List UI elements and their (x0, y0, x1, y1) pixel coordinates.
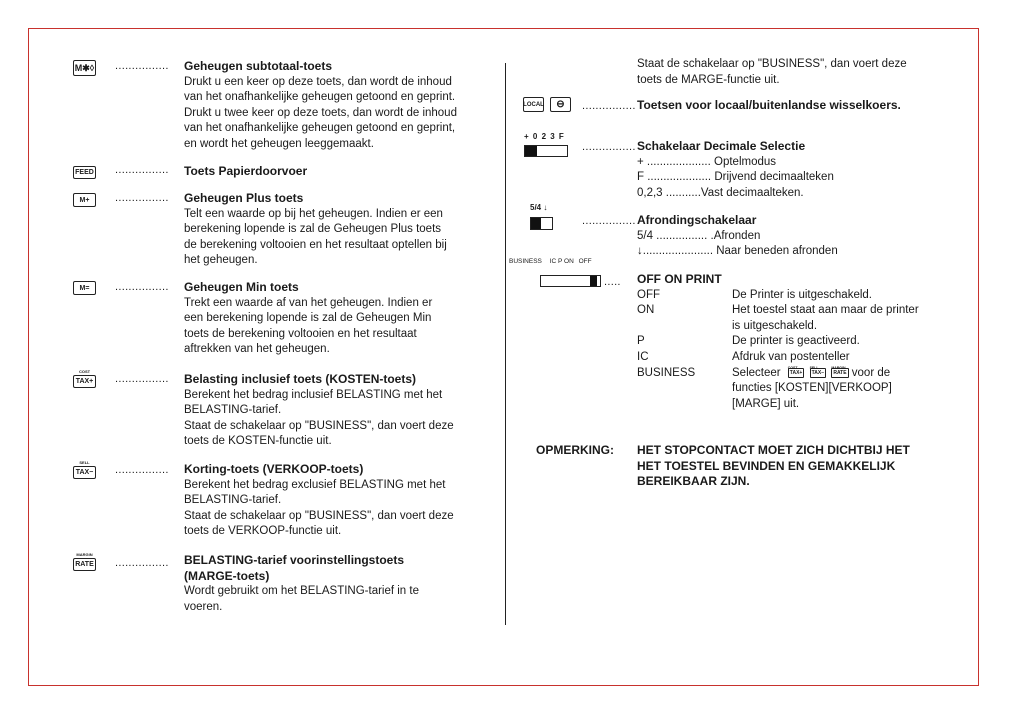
entry-line: Berekent het bedrag exclusief BELASTING met het (184, 478, 446, 491)
key-label: TAX− (75, 469, 94, 476)
term (637, 319, 732, 335)
memory-plus-entry (184, 191, 484, 269)
entry-line: en wordt het geheugen leeggemaakt. (184, 137, 374, 150)
switch-label-off: OFF (578, 258, 592, 265)
key-label: TAX+ (789, 369, 803, 376)
entry-line: de berekening voltooien en het resultaat optellen bij (184, 238, 447, 251)
local-key-icon (523, 97, 544, 112)
entry-line: 5/4 ................ .Afronden (637, 229, 761, 242)
rounding-entry (637, 213, 957, 260)
switch-label-business: BUSINESS (509, 258, 542, 265)
definition-row (637, 288, 957, 304)
entry-line: BELASTING-tarief. (184, 494, 282, 507)
tax-plus-entry (184, 372, 484, 450)
rounding-switch-labels: 5/4 ↓ (530, 203, 548, 212)
definition-row (637, 381, 957, 397)
entry-title: Toets Papierdoorvoer (184, 164, 308, 178)
entry-line: Staat de schakelaar op "BUSINESS", dan voert deze (184, 509, 454, 522)
note-label: OPMERKING: (536, 443, 614, 457)
definition-row (637, 366, 957, 382)
entry-line: toets de MARGE-functie uit. (637, 73, 780, 86)
key-label: SELL (809, 365, 819, 370)
key-label: RATE (833, 369, 847, 376)
inline-key-icon (788, 366, 805, 382)
definition-row (637, 397, 957, 413)
entry-title: Geheugen Plus toets (184, 191, 304, 205)
entry-line: Berekent het bedrag inclusief BELASTING met het (184, 388, 443, 401)
entry-line: + .................... Optelmodus (637, 155, 777, 168)
description: Afdruk van postenteller (732, 350, 850, 363)
entry-title: (MARGE-toets) (184, 568, 270, 583)
entry-line: Staat de schakelaar op "BUSINESS", dan voert deze (184, 419, 454, 432)
entry-line: Drukt u een keer op deze toets, dan wordt de inhoud (184, 75, 452, 88)
entry-line: Wordt gebruikt om het BELASTING-tarief in te (184, 585, 419, 598)
print-switch-icon (540, 275, 601, 287)
term: OFF (637, 288, 660, 301)
margin-key-label: MARGIN (76, 552, 93, 557)
leader-dots: ................ (115, 60, 169, 72)
entry-line: toets de KOSTEN-functie uit. (184, 435, 332, 448)
print-switch-labels (509, 258, 592, 265)
term: BUSINESS (637, 366, 696, 379)
term: P (637, 335, 645, 348)
key-label: M= (79, 284, 90, 292)
decimal-entry (637, 139, 957, 201)
switch-label-p: P (558, 258, 563, 265)
business-suffix: voor de (851, 366, 891, 379)
key-label: LOCAL (523, 101, 544, 108)
decimal-switch-icon (524, 145, 568, 157)
definition-row (637, 319, 957, 335)
entry-title: OFF ON PRINT (637, 272, 722, 286)
description: De printer is geactiveerd. (732, 335, 860, 348)
inline-key-icon (810, 366, 827, 382)
term: IC (637, 350, 649, 363)
leader-dots: ................ (582, 100, 636, 112)
tax-minus-entry (184, 462, 484, 540)
entry-line: toets de VERKOOP-functie uit. (184, 525, 342, 538)
entry-line: Telt een waarde op bij het geheugen. Indien er een (184, 207, 443, 220)
rate-continuation (637, 57, 957, 88)
entry-title: Schakelaar Decimale Selectie (637, 139, 806, 153)
key-label: TAX− (811, 369, 825, 376)
entry-line: van het onafhankelijke geheugen getoond en geprint. (184, 91, 456, 104)
description: [MARGE] uit. (732, 397, 800, 410)
description: is uitgeschakeld. (732, 319, 818, 332)
leader-dots: ................ (115, 281, 169, 293)
switch-knob (531, 218, 541, 229)
entry-line: Staat de schakelaar op "BUSINESS", dan voert deze (637, 58, 907, 70)
column-divider (505, 63, 506, 625)
print-switch-entry (637, 272, 957, 412)
exchange-entry (637, 98, 957, 114)
sell-key-label: SELL (79, 460, 90, 465)
exchange-key-icon (550, 97, 571, 112)
rounding-switch-icon (530, 217, 553, 230)
entry-line: Drukt u twee keer op deze toets, dan wordt de inhoud (184, 106, 457, 119)
switch-knob (590, 276, 597, 286)
key-label: M+ (79, 196, 90, 204)
switch-label-ic: IC (549, 258, 557, 265)
tax-plus-key-icon (73, 375, 96, 388)
decimal-switch-labels: + 0 2 3 F (524, 132, 565, 141)
key-label: COST (787, 365, 798, 370)
entry-line: voeren. (184, 600, 223, 613)
entry-title: Korting-toets (VERKOOP-toets) (184, 462, 364, 476)
cost-key-label: COST (78, 369, 91, 374)
term: ON (637, 304, 655, 317)
business-prefix: Selecteer (732, 366, 781, 379)
memory-subtotal-key-icon (73, 60, 96, 76)
key-label: MARGIN (831, 365, 846, 370)
memory-subtotal-entry (184, 59, 484, 153)
memory-min-entry (184, 280, 484, 358)
description: De Printer is uitgeschakeld. (732, 288, 872, 301)
tax-minus-key-icon (73, 466, 96, 479)
entry-line: van het onafhankelijke geheugen getoond en geprint, (184, 122, 456, 135)
entry-line: ↓...................... Naar beneden afronden (637, 245, 838, 258)
leader-dots: ................ (115, 373, 169, 385)
feed-key-icon (73, 166, 96, 179)
definition-row (637, 303, 957, 319)
note-line: BEREIKBAAR ZIJN. (637, 474, 750, 489)
leader-dots: ................ (582, 141, 636, 153)
entry-title: Afrondingschakelaar (637, 213, 757, 227)
entry-line: een berekening lopende is zal de Geheugen Min (184, 312, 432, 325)
entry-title: Toetsen voor locaal/buitenlandse wisselkoers. (637, 98, 901, 112)
leader-dots: ................ (115, 192, 169, 204)
description: functies [KOSTEN][VERKOOP] (732, 382, 892, 395)
entry-title: BELASTING-tarief voorinstellingstoets (184, 553, 405, 567)
rate-entry (184, 553, 484, 615)
leader-dots: ................ (115, 164, 169, 176)
inline-key-icon (831, 366, 848, 382)
entry-title: Geheugen subtotaal-toets (184, 59, 333, 73)
leader-dots: ..... (604, 276, 621, 288)
memory-plus-key-icon (73, 193, 96, 207)
switch-label-on: ON (564, 258, 574, 265)
entry-title: Belasting inclusief toets (KOSTEN-toets) (184, 372, 417, 386)
key-label: RATE (75, 561, 94, 568)
entry-line: het geheugen. (184, 254, 258, 267)
rate-key-icon (73, 558, 96, 571)
leader-dots: ................ (115, 557, 169, 569)
key-label: M✱◊ (74, 62, 95, 73)
entry-line: toets de berekening voltooien en het resultaat (184, 327, 417, 340)
key-label: TAX+ (75, 378, 94, 385)
leader-dots: ................ (115, 464, 169, 476)
feed-entry (184, 164, 484, 180)
entry-line: aftrekken van het geheugen. (184, 343, 330, 356)
note-text (637, 443, 957, 490)
entry-line: Trekt een waarde af van het geheugen. Indien er (184, 296, 433, 309)
entry-title: Geheugen Min toets (184, 280, 299, 294)
key-label: ⊖ (556, 99, 565, 110)
entry-line: 0,2,3 ...........Vast decimaalteken. (637, 186, 804, 199)
note-line: HET STOPCONTACT MOET ZICH DICHTBIJ HET (637, 443, 910, 457)
entry-line: berekening lopende is zal de Geheugen Plus toets (184, 223, 442, 236)
note-line: HET TOESTEL BEVINDEN EN GEMAKKELIJK (637, 458, 896, 473)
key-label: FEED (75, 169, 94, 176)
memory-min-key-icon (73, 281, 96, 295)
leader-dots: ................ (582, 215, 636, 227)
description (732, 366, 890, 382)
switch-knob (525, 146, 537, 156)
entry-line: F .................... Drijvend decimaalteken (637, 171, 834, 184)
description: Het toestel staat aan maar de printer (732, 304, 919, 317)
entry-line: BELASTING-tarief. (184, 404, 282, 417)
definition-row (637, 334, 957, 350)
